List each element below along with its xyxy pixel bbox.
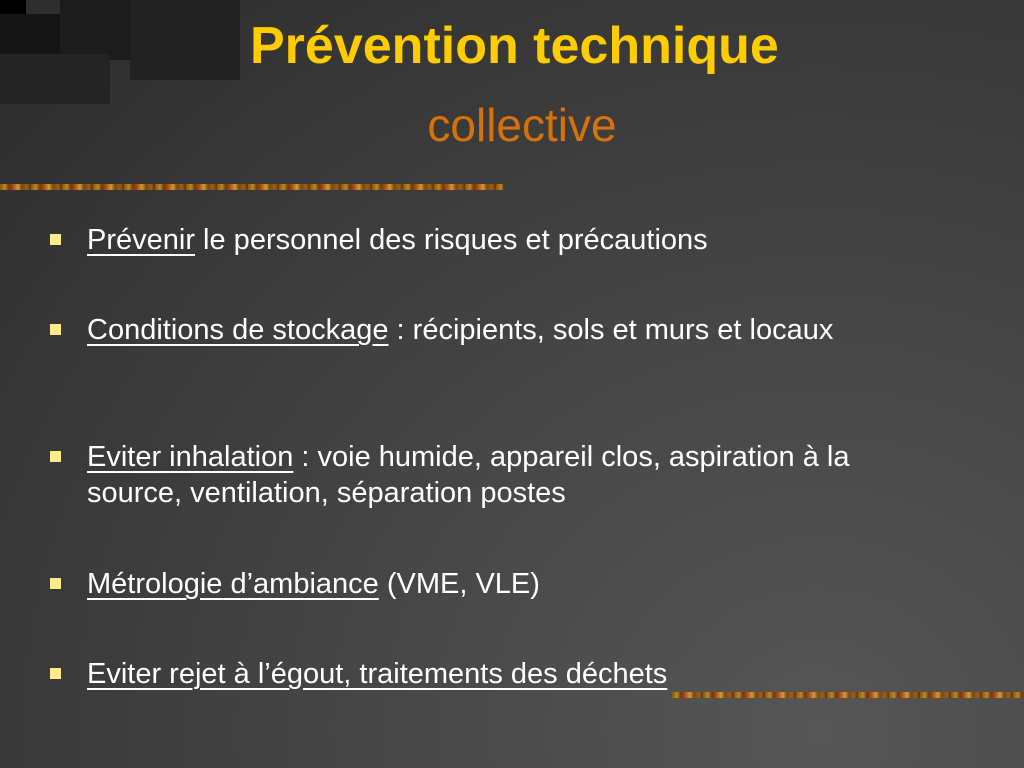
slide-title: Prévention technique — [250, 17, 779, 75]
square-bullet-icon — [50, 578, 61, 589]
decorative-bar-top — [0, 184, 503, 190]
slide-subtitle: collective — [427, 99, 617, 151]
square-bullet-icon — [50, 451, 61, 462]
bullet-keyword: Conditions de stockage — [87, 314, 389, 346]
bullet-detail: : voie humide, appareil clos, aspiration à la source, ventilation, séparation postes — [87, 441, 850, 509]
bullet-detail: le personnel des risques et précautions — [195, 224, 708, 256]
square-bullet-icon — [50, 234, 61, 245]
square-bullet-icon — [50, 668, 61, 679]
bullet-keyword: Eviter inhalation — [87, 441, 294, 473]
bullet-keyword: Prévenir — [87, 224, 195, 256]
bullet-detail: : récipients, sols et murs et locaux — [388, 314, 834, 346]
bullet-detail: (VME, VLE) — [378, 568, 540, 600]
decorative-bar-bottom — [672, 692, 1024, 698]
square-bullet-icon — [50, 324, 61, 335]
bullet-keyword: Métrologie d’ambiance — [87, 568, 379, 600]
bullet-keyword: Eviter rejet à l’égout, traitements des déchets — [87, 658, 668, 690]
